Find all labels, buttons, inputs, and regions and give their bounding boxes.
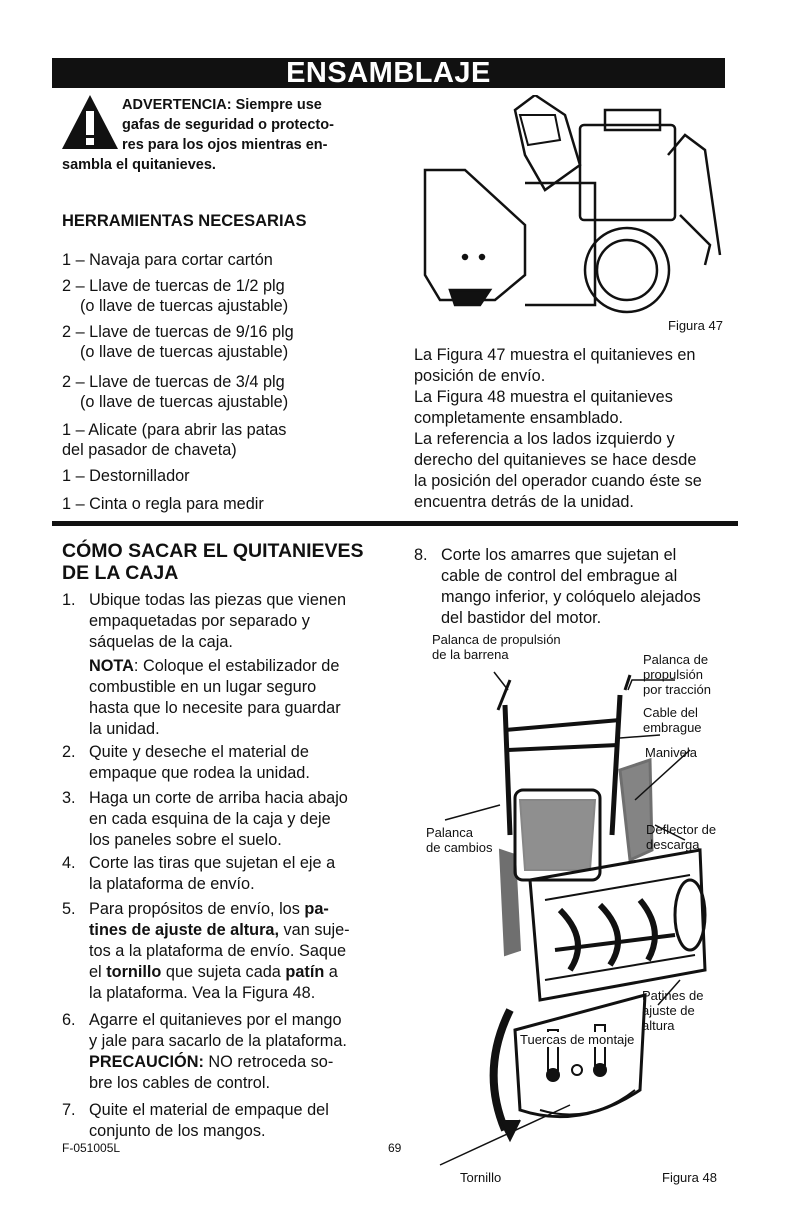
step-line: Haga un corte de arriba hacia abajo	[89, 789, 348, 807]
step-number: 1.	[62, 591, 76, 609]
step-line: la plataforma de envío.	[89, 875, 255, 893]
step-line: Corte los amarres que sujetan el	[441, 546, 677, 564]
tool-line: 1 – Navaja para cortar cartón	[62, 251, 273, 269]
step-line: Para propósitos de envío, los	[89, 900, 305, 918]
tool-line: 2 – Llave de tuercas de 1/2 plg	[62, 277, 285, 295]
label-cambios	[426, 825, 492, 855]
heading-line: DE LA CAJA	[62, 562, 179, 584]
label-line: embrague	[643, 720, 702, 735]
step-number: 5.	[62, 900, 76, 918]
step-line: del bastidor del motor.	[441, 609, 602, 627]
warning-line: gafas de seguridad o protecto-	[122, 117, 334, 133]
tool-line: 2 – Llave de tuercas de 3/4 plg	[62, 373, 285, 391]
label-line: Palanca	[426, 825, 473, 840]
label-patines	[642, 988, 703, 1033]
step-line: y jale para sacarlo de la plataforma.	[89, 1032, 347, 1050]
warning-triangle-icon	[60, 93, 120, 151]
tool-line: 1 – Cinta o regla para medir	[62, 495, 264, 513]
paragraph-line: encuentra detrás de la unidad.	[414, 493, 634, 511]
step-line: en cada esquina de la caja y deje	[89, 810, 331, 828]
step-line: a	[324, 963, 338, 981]
bold-term: pa-	[304, 900, 329, 918]
paragraph-line: la posición del operador cuando éste se	[414, 472, 702, 490]
label-tornillo: Tornillo	[460, 1170, 502, 1185]
page-number: 69	[388, 1141, 402, 1155]
label-line: descarga	[646, 837, 700, 852]
step-line: Ubique todas las piezas que vienen	[89, 591, 347, 609]
step-line: hasta que lo necesite para guardar	[89, 699, 341, 717]
step-line: empaque que rodea la unidad.	[89, 764, 310, 782]
section-heading	[62, 540, 402, 584]
step-line: combustible en un lugar seguro	[89, 678, 317, 696]
tool-line: (o llave de tuercas ajustable)	[80, 343, 289, 361]
step-line: : Coloque el estabilizador de	[133, 657, 340, 675]
label-line: Palanca de propulsión	[432, 632, 561, 647]
step-number: 4.	[62, 854, 76, 872]
section-divider	[52, 521, 738, 526]
bold-term: tines de ajuste de altura,	[89, 921, 280, 939]
step-line: la plataforma. Vea la Figura 48.	[89, 984, 316, 1002]
step-number: 2.	[62, 743, 76, 761]
step-line: que sujeta cada	[161, 963, 286, 981]
step-line: tos a la plataforma de envío. Saque	[89, 942, 347, 960]
label-line: Deflector de	[646, 822, 717, 837]
warning-line: ADVERTENCIA: Siempre use	[122, 97, 322, 113]
step-number: 7.	[62, 1101, 76, 1119]
step-line: Quite y deseche el material de	[89, 743, 309, 761]
section-banner	[52, 58, 725, 88]
warning-last-line: sambla el quitanieves.	[62, 157, 216, 173]
paragraph-line: posición de envío.	[414, 367, 546, 385]
step-line: van suje-	[279, 921, 350, 939]
footer-code: F-051005L	[62, 1141, 121, 1155]
step-line: empaquetadas por separado y	[89, 612, 310, 630]
bold-term: patín	[285, 963, 325, 981]
tool-line: 1 – Alicate (para abrir las patas	[62, 421, 287, 439]
label-line: Patines de	[642, 988, 704, 1003]
label-manivela: Manivela	[645, 745, 698, 760]
warning-text	[122, 95, 382, 155]
tool-line: del pasador de chaveta)	[62, 441, 237, 459]
label-tuercas: Tuercas de montaje	[520, 1032, 635, 1047]
tools-heading: HERRAMIENTAS NECESARIAS	[62, 212, 307, 230]
label-line: propulsión	[643, 667, 703, 682]
step-line: Quite el material de empaque del	[89, 1101, 329, 1119]
step-line: Agarre el quitanieves por el mango	[89, 1011, 342, 1029]
figure-47-caption: Figura 47	[668, 318, 723, 333]
banner-title: ENSAMBLAJE	[286, 57, 491, 89]
step-line: bre los cables de control.	[89, 1074, 271, 1092]
label-line: de cambios	[426, 840, 493, 855]
heading-line: CÓMO SACAR EL QUITANIEVES	[62, 540, 364, 562]
paragraph-line: La referencia a los lados izquierdo y	[414, 430, 675, 448]
step-line: el	[89, 963, 107, 981]
step-line: Corte las tiras que sujetan el eje a	[89, 854, 336, 872]
figure-48-caption: Figura 48	[662, 1170, 717, 1185]
step-number: 6.	[62, 1011, 76, 1029]
bold-term: tornillo	[106, 963, 162, 981]
paragraph-line: La Figura 48 muestra el quitanieves	[414, 388, 673, 406]
step-line: conjunto de los mangos.	[89, 1122, 266, 1140]
label-traccion	[643, 652, 711, 697]
note-label: NOTA	[89, 657, 134, 675]
tool-line: (o llave de tuercas ajustable)	[80, 297, 289, 315]
label-line: Cable del	[643, 705, 698, 720]
label-line: Palanca de	[643, 652, 709, 667]
label-embrague	[643, 705, 702, 735]
label-deflector	[646, 822, 716, 852]
step-line: sáquelas de la caja.	[89, 633, 233, 651]
step-number: 3.	[62, 789, 76, 807]
step-line: los paneles sobre el suelo.	[89, 831, 282, 849]
label-line: ajuste de	[642, 1003, 695, 1018]
figure-47-description	[414, 345, 744, 513]
step-line: la unidad.	[89, 720, 160, 738]
tool-line: (o llave de tuercas ajustable)	[80, 393, 289, 411]
step-line: cable de control del embrague al	[441, 567, 678, 585]
label-line: altura	[642, 1018, 675, 1033]
tool-line: 1 – Destornillador	[62, 467, 190, 485]
paragraph-line: completamente ensamblado.	[414, 409, 624, 427]
figure-47-illustration	[420, 95, 730, 315]
bold-term: PRECAUCIÓN:	[89, 1053, 204, 1071]
step-number: 8.	[414, 546, 428, 564]
label-line: de la barrena	[432, 647, 509, 662]
paragraph-line: La Figura 47 muestra el quitanieves en	[414, 346, 696, 364]
tool-line: 2 – Llave de tuercas de 9/16 plg	[62, 323, 294, 341]
label-barrena	[432, 632, 561, 662]
label-line: por tracción	[643, 682, 711, 697]
warning-line: res para los ojos mientras en-	[122, 137, 328, 153]
paragraph-line: derecho del quitanieves se hace desde	[414, 451, 697, 469]
step-line: mango inferior, y colóquelo alejados	[441, 588, 701, 606]
step-line: NO retroceda so-	[203, 1053, 334, 1071]
